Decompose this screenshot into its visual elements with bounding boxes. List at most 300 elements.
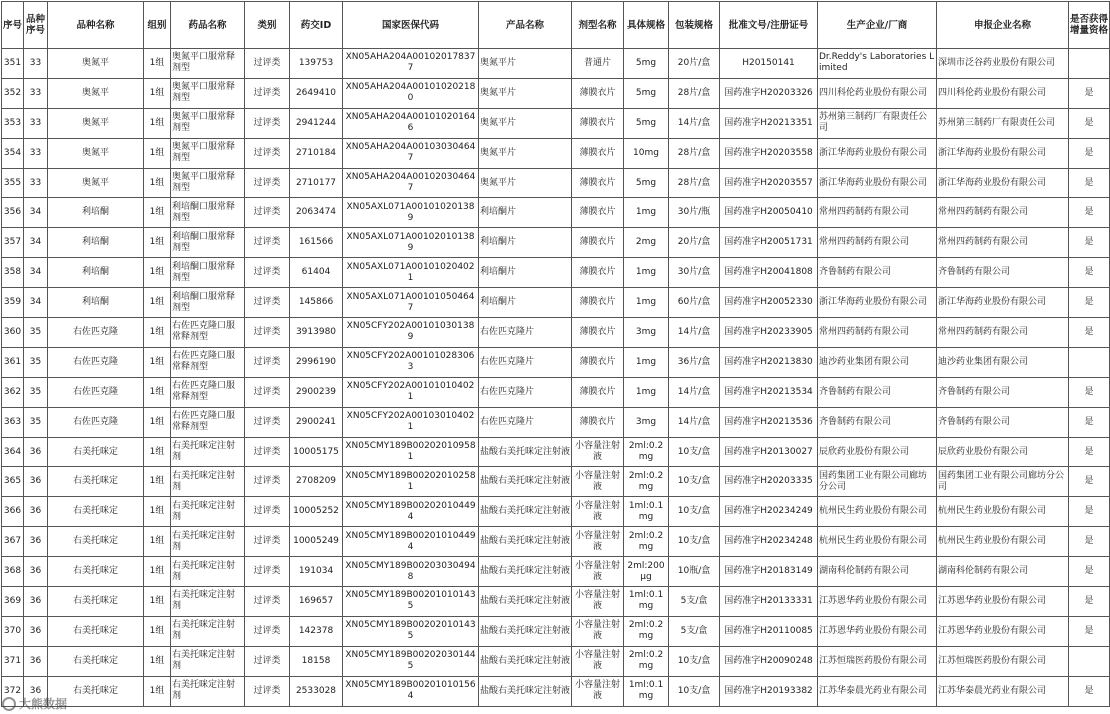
- col-increment-qualified-header: 是否获得增量资格: [1069, 2, 1110, 49]
- table-row: [2, 108, 1110, 138]
- col-insurance-code-cell: XN05AXL071A001010204021: [343, 258, 479, 288]
- col-category-cell: 过评类: [245, 437, 290, 467]
- col-applicant-cell: 杭州民生药业股份有限公司: [937, 497, 1069, 527]
- col-dosage-form-cell: 薄膜衣片: [572, 288, 624, 318]
- col-variety-seq-cell: 33: [24, 108, 48, 138]
- col-category-cell: 过评类: [245, 49, 290, 79]
- col-insurance-code-cell: XN05AXL071A001010504647: [343, 288, 479, 318]
- col-product-name-cell: 盐酸右美托咪定注射液: [479, 467, 572, 497]
- col-increment-qualified-cell: 是: [1069, 318, 1110, 348]
- col-group-header: 组别: [144, 2, 171, 49]
- col-manufacturer-header: 生产企业/厂商: [818, 2, 937, 49]
- col-approval-no-cell: 国药准字H20213830: [720, 347, 818, 377]
- col-spec-cell: 5mg: [624, 78, 669, 108]
- col-variety-name-cell: 奥氮平: [48, 49, 144, 79]
- col-manufacturer-cell: 常州四药制药有限公司: [818, 228, 937, 258]
- col-spec-cell: 1mg: [624, 288, 669, 318]
- col-variety-seq-cell: 35: [24, 407, 48, 437]
- col-dosage-form-cell: 薄膜衣片: [572, 347, 624, 377]
- col-dosage-form-cell: 小容量注射液: [572, 527, 624, 557]
- col-variety-name-cell: 利培酮: [48, 258, 144, 288]
- col-group-cell: 1组: [144, 616, 171, 646]
- col-approval-no-cell: 国药准字H20133331: [720, 587, 818, 617]
- col-drug-id-cell: 2533028: [290, 676, 343, 706]
- col-package-cell: 28片/盒: [669, 168, 720, 198]
- col-dosage-form-cell: 薄膜衣片: [572, 108, 624, 138]
- col-group-cell: 1组: [144, 228, 171, 258]
- col-variety-name-cell: 右美托咪定: [48, 497, 144, 527]
- col-insurance-code-cell: XN05AHA204A001030304647: [343, 138, 479, 168]
- col-dosage-form-cell: 薄膜衣片: [572, 377, 624, 407]
- col-seq-cell: 356: [2, 198, 24, 228]
- col-spec-cell: 2ml:0.2mg: [624, 467, 669, 497]
- col-seq-cell: 354: [2, 138, 24, 168]
- col-variety-seq-cell: 36: [24, 437, 48, 467]
- col-variety-seq-cell: 33: [24, 78, 48, 108]
- col-product-name-cell: 盐酸右美托咪定注射液: [479, 557, 572, 587]
- col-applicant-cell: 苏州第三制药厂有限责任公司: [937, 108, 1069, 138]
- col-drug-id-cell: 2708209: [290, 467, 343, 497]
- table-body: [2, 49, 1110, 707]
- col-category-cell: 过评类: [245, 557, 290, 587]
- col-seq-cell: 372: [2, 676, 24, 706]
- col-dosage-form-cell: 小容量注射液: [572, 557, 624, 587]
- table-row: [2, 616, 1110, 646]
- col-applicant-cell: 江苏恩华药业股份有限公司: [937, 616, 1069, 646]
- col-category-cell: 过评类: [245, 168, 290, 198]
- col-insurance-code-cell: XN05AHA204A001010201646: [343, 108, 479, 138]
- col-package-cell: 10支/盒: [669, 527, 720, 557]
- col-approval-no-cell: 国药准字H20213536: [720, 407, 818, 437]
- col-drug-name-cell: 利培酮口服常释剂型: [171, 228, 245, 258]
- col-drug-id-cell: 191034: [290, 557, 343, 587]
- table-row: [2, 407, 1110, 437]
- col-drug-id-cell: 2710184: [290, 138, 343, 168]
- col-spec-cell: 5mg: [624, 49, 669, 79]
- col-product-name-cell: 盐酸右美托咪定注射液: [479, 527, 572, 557]
- col-increment-qualified-cell: 是: [1069, 616, 1110, 646]
- col-manufacturer-cell: 常州四药制药有限公司: [818, 318, 937, 348]
- col-drug-id-cell: 2710177: [290, 168, 343, 198]
- col-insurance-code-cell: XN05AHA204A001020178377: [343, 49, 479, 79]
- table-row: [2, 198, 1110, 228]
- col-package-cell: 20片/盒: [669, 228, 720, 258]
- watermark: [2, 695, 67, 712]
- col-drug-name-cell: 右美托咪定注射剂: [171, 676, 245, 706]
- col-category-cell: 过评类: [245, 407, 290, 437]
- col-package-cell: 28片/盒: [669, 138, 720, 168]
- col-group-cell: 1组: [144, 557, 171, 587]
- col-increment-qualified-cell: 是: [1069, 228, 1110, 258]
- col-insurance-code-cell: XN05CMY189B002010101435: [343, 587, 479, 617]
- col-variety-name-cell: 右美托咪定: [48, 437, 144, 467]
- col-insurance-code-cell: XN05CMY189B002020104494: [343, 497, 479, 527]
- col-package-cell: 14片/盒: [669, 108, 720, 138]
- col-seq-cell: 370: [2, 616, 24, 646]
- col-applicant-cell: 常州四药制药有限公司: [937, 228, 1069, 258]
- col-manufacturer-cell: 苏州第三制药厂有限责任公司: [818, 108, 937, 138]
- col-category-cell: 过评类: [245, 258, 290, 288]
- col-approval-no-cell: 国药准字H20193382: [720, 676, 818, 706]
- col-package-cell: 14片/盒: [669, 377, 720, 407]
- col-dosage-form-cell: 薄膜衣片: [572, 138, 624, 168]
- table-row: [2, 467, 1110, 497]
- col-variety-name-cell: 右佐匹克隆: [48, 318, 144, 348]
- col-drug-name-cell: 奥氮平口服常释剂型: [171, 138, 245, 168]
- col-seq-cell: 362: [2, 377, 24, 407]
- col-variety-name-cell: 右美托咪定: [48, 587, 144, 617]
- col-increment-qualified-cell: 是: [1069, 527, 1110, 557]
- col-drug-name-cell: 右美托咪定注射剂: [171, 527, 245, 557]
- col-group-cell: 1组: [144, 347, 171, 377]
- col-approval-no-cell: 国药准字H20051731: [720, 228, 818, 258]
- col-category-cell: 过评类: [245, 497, 290, 527]
- col-seq-cell: 357: [2, 228, 24, 258]
- col-approval-no-cell: 国药准字H20203335: [720, 467, 818, 497]
- col-increment-qualified-cell: 是: [1069, 198, 1110, 228]
- col-spec-cell: 2mg: [624, 228, 669, 258]
- col-dosage-form-cell: 小容量注射液: [572, 646, 624, 676]
- col-drug-name-cell: 利培酮口服常释剂型: [171, 198, 245, 228]
- col-applicant-cell: 浙江华海药业股份有限公司: [937, 138, 1069, 168]
- col-dosage-form-cell: 薄膜衣片: [572, 78, 624, 108]
- col-spec-cell: 3mg: [624, 318, 669, 348]
- col-drug-id-cell: 61404: [290, 258, 343, 288]
- col-variety-name-cell: 右美托咪定: [48, 557, 144, 587]
- col-drug-id-cell: 139753: [290, 49, 343, 79]
- col-insurance-code-cell: XN05CFY202A001030104021: [343, 407, 479, 437]
- col-group-cell: 1组: [144, 49, 171, 79]
- col-group-cell: 1组: [144, 198, 171, 228]
- col-seq-cell: 360: [2, 318, 24, 348]
- col-variety-seq-cell: 36: [24, 527, 48, 557]
- col-seq-cell: 352: [2, 78, 24, 108]
- col-product-name-cell: 右佐匹克隆片: [479, 377, 572, 407]
- col-manufacturer-cell: 齐鲁制药有限公司: [818, 377, 937, 407]
- table-row: [2, 587, 1110, 617]
- col-applicant-cell: 江苏华泰晨光药业有限公司: [937, 676, 1069, 706]
- col-seq-cell: 353: [2, 108, 24, 138]
- col-drug-id-cell: 2649410: [290, 78, 343, 108]
- col-insurance-code-cell: XN05AXL071A001020101389: [343, 228, 479, 258]
- col-group-cell: 1组: [144, 258, 171, 288]
- col-group-cell: 1组: [144, 497, 171, 527]
- col-approval-no-cell: 国药准字H20234248: [720, 527, 818, 557]
- col-category-cell: 过评类: [245, 138, 290, 168]
- col-category-cell: 过评类: [245, 198, 290, 228]
- col-package-cell: 10支/盒: [669, 497, 720, 527]
- table-row: [2, 646, 1110, 676]
- col-category-cell: 过评类: [245, 108, 290, 138]
- col-category-cell: 过评类: [245, 676, 290, 706]
- col-insurance-code-cell: XN05AHA204A001010202180: [343, 78, 479, 108]
- col-insurance-code-cell: XN05CMY189B002020301445: [343, 646, 479, 676]
- col-seq-header: 序号: [2, 2, 24, 49]
- col-variety-seq-header: 品种序号: [24, 2, 48, 49]
- col-applicant-cell: 国药集团工业有限公司廊坊分公司: [937, 467, 1069, 497]
- table-row: [2, 168, 1110, 198]
- col-increment-qualified-cell: 是: [1069, 557, 1110, 587]
- col-dosage-form-cell: 薄膜衣片: [572, 318, 624, 348]
- col-variety-seq-cell: 36: [24, 587, 48, 617]
- col-manufacturer-cell: 浙江华海药业股份有限公司: [818, 288, 937, 318]
- col-variety-name-cell: 右美托咪定: [48, 527, 144, 557]
- col-applicant-cell: 齐鲁制药有限公司: [937, 377, 1069, 407]
- col-product-name-cell: 右佐匹克隆片: [479, 318, 572, 348]
- logo-icon: [2, 697, 16, 711]
- col-drug-id-cell: 3913980: [290, 318, 343, 348]
- col-applicant-cell: 四川科伦药业股份有限公司: [937, 78, 1069, 108]
- col-insurance-code-cell: XN05AXL071A001010201389: [343, 198, 479, 228]
- col-spec-cell: 2ml:0.2mg: [624, 646, 669, 676]
- col-seq-cell: 367: [2, 527, 24, 557]
- col-product-name-cell: 奥氮平片: [479, 49, 572, 79]
- col-spec-cell: 1mg: [624, 258, 669, 288]
- col-applicant-cell: 常州四药制药有限公司: [937, 198, 1069, 228]
- col-product-name-cell: 利培酮片: [479, 258, 572, 288]
- col-group-cell: 1组: [144, 168, 171, 198]
- col-increment-qualified-cell: 是: [1069, 288, 1110, 318]
- col-manufacturer-cell: 江苏恩华药业股份有限公司: [818, 587, 937, 617]
- col-increment-qualified-cell: 是: [1069, 407, 1110, 437]
- col-applicant-header: 申报企业名称: [937, 2, 1069, 49]
- col-approval-no-cell: 国药准字H20234249: [720, 497, 818, 527]
- col-variety-seq-cell: 34: [24, 288, 48, 318]
- col-dosage-form-cell: 小容量注射液: [572, 437, 624, 467]
- col-category-header: 类别: [245, 2, 290, 49]
- col-spec-cell: 10mg: [624, 138, 669, 168]
- col-dosage-form-cell: 小容量注射液: [572, 587, 624, 617]
- col-variety-name-cell: 利培酮: [48, 288, 144, 318]
- col-product-name-header: 产品名称: [479, 2, 572, 49]
- col-approval-no-cell: 国药准字H20233905: [720, 318, 818, 348]
- col-increment-qualified-cell: [1069, 646, 1110, 676]
- col-manufacturer-cell: 国药集团工业有限公司廊坊分公司: [818, 467, 937, 497]
- col-variety-seq-cell: 36: [24, 646, 48, 676]
- col-category-cell: 过评类: [245, 288, 290, 318]
- col-variety-seq-cell: 34: [24, 228, 48, 258]
- col-product-name-cell: 奥氮平片: [479, 168, 572, 198]
- col-product-name-cell: 盐酸右美托咪定注射液: [479, 587, 572, 617]
- col-variety-seq-cell: 35: [24, 318, 48, 348]
- col-category-cell: 过评类: [245, 616, 290, 646]
- table-row: [2, 676, 1110, 706]
- table-row: [2, 78, 1110, 108]
- col-seq-cell: 359: [2, 288, 24, 318]
- col-manufacturer-cell: 江苏恒瑞医药股份有限公司: [818, 646, 937, 676]
- col-drug-name-cell: 奥氮平口服常释剂型: [171, 78, 245, 108]
- col-product-name-cell: 利培酮片: [479, 228, 572, 258]
- col-approval-no-cell: 国药准字H20052330: [720, 288, 818, 318]
- col-spec-cell: 1ml:0.1mg: [624, 497, 669, 527]
- col-spec-cell: 2ml:200μg: [624, 557, 669, 587]
- col-drug-id-cell: 2900239: [290, 377, 343, 407]
- col-seq-cell: 364: [2, 437, 24, 467]
- col-increment-qualified-cell: 是: [1069, 437, 1110, 467]
- col-drug-name-cell: 右佐匹克隆口服常释剂型: [171, 377, 245, 407]
- col-drug-name-cell: 奥氮平口服常释剂型: [171, 168, 245, 198]
- col-applicant-cell: 迪沙药业集团有限公司: [937, 347, 1069, 377]
- col-variety-name-cell: 右美托咪定: [48, 676, 144, 706]
- col-applicant-cell: 浙江华海药业股份有限公司: [937, 288, 1069, 318]
- table-row: [2, 49, 1110, 79]
- col-drug-name-cell: 右佐匹克隆口服常释剂型: [171, 407, 245, 437]
- col-approval-no-cell: H20150141: [720, 49, 818, 79]
- col-variety-name-cell: 利培酮: [48, 228, 144, 258]
- col-category-cell: 过评类: [245, 78, 290, 108]
- col-drug-id-cell: 10005252: [290, 497, 343, 527]
- col-drug-name-header: 药品名称: [171, 2, 245, 49]
- col-product-name-cell: 右佐匹克隆片: [479, 407, 572, 437]
- col-manufacturer-cell: 齐鲁制药有限公司: [818, 407, 937, 437]
- col-insurance-code-cell: XN05AHA204A001020304647: [343, 168, 479, 198]
- col-insurance-code-header: 国家医保代码: [343, 2, 479, 49]
- table-row: [2, 138, 1110, 168]
- col-drug-name-cell: 右美托咪定注射剂: [171, 616, 245, 646]
- col-manufacturer-cell: 杭州民生药业股份有限公司: [818, 527, 937, 557]
- col-insurance-code-cell: XN05CMY189B002010104494: [343, 527, 479, 557]
- col-manufacturer-cell: 江苏华泰晨光药业有限公司: [818, 676, 937, 706]
- col-seq-cell: 363: [2, 407, 24, 437]
- col-package-cell: 10支/盒: [669, 437, 720, 467]
- col-applicant-cell: 齐鲁制药有限公司: [937, 258, 1069, 288]
- col-group-cell: 1组: [144, 138, 171, 168]
- col-variety-seq-cell: 36: [24, 497, 48, 527]
- col-group-cell: 1组: [144, 377, 171, 407]
- col-variety-seq-cell: 33: [24, 138, 48, 168]
- col-variety-seq-cell: 35: [24, 377, 48, 407]
- col-product-name-cell: 盐酸右美托咪定注射液: [479, 676, 572, 706]
- col-variety-seq-cell: 36: [24, 676, 48, 706]
- col-drug-id-cell: 18158: [290, 646, 343, 676]
- col-product-name-cell: 奥氮平片: [479, 78, 572, 108]
- col-insurance-code-cell: XN05CMY189B002010101564: [343, 676, 479, 706]
- col-package-cell: 14片/盒: [669, 318, 720, 348]
- table-row: [2, 288, 1110, 318]
- col-group-cell: 1组: [144, 527, 171, 557]
- col-product-name-cell: 盐酸右美托咪定注射液: [479, 616, 572, 646]
- col-spec-cell: 5mg: [624, 108, 669, 138]
- col-drug-id-cell: 10005175: [290, 437, 343, 467]
- col-drug-id-cell: 142378: [290, 616, 343, 646]
- col-manufacturer-cell: Dr.Reddy's Laboratories Limited: [818, 49, 937, 79]
- col-spec-cell: 1mg: [624, 347, 669, 377]
- col-approval-no-cell: 国药准字H20203558: [720, 138, 818, 168]
- col-product-name-cell: 奥氮平片: [479, 138, 572, 168]
- col-insurance-code-cell: XN05CFY202A001010283063: [343, 347, 479, 377]
- col-variety-name-cell: 右佐匹克隆: [48, 347, 144, 377]
- col-product-name-cell: 奥氮平片: [479, 108, 572, 138]
- col-group-cell: 1组: [144, 318, 171, 348]
- col-variety-name-cell: 右美托咪定: [48, 467, 144, 497]
- col-approval-no-cell: 国药准字H20130027: [720, 437, 818, 467]
- col-variety-seq-cell: 35: [24, 347, 48, 377]
- col-increment-qualified-cell: 是: [1069, 138, 1110, 168]
- col-dosage-form-cell: 小容量注射液: [572, 467, 624, 497]
- col-increment-qualified-cell: 是: [1069, 676, 1110, 706]
- col-package-cell: 60片/盒: [669, 288, 720, 318]
- col-group-cell: 1组: [144, 587, 171, 617]
- col-manufacturer-cell: 浙江华海药业股份有限公司: [818, 138, 937, 168]
- col-category-cell: 过评类: [245, 467, 290, 497]
- col-applicant-cell: 江苏恩华药业股份有限公司: [937, 587, 1069, 617]
- col-dosage-form-cell: 薄膜衣片: [572, 258, 624, 288]
- col-insurance-code-cell: XN05CFY202A001010104021: [343, 377, 479, 407]
- col-drug-name-cell: 奥氮平口服常释剂型: [171, 108, 245, 138]
- col-package-cell: 10支/盒: [669, 676, 720, 706]
- col-seq-cell: 366: [2, 497, 24, 527]
- table-row: [2, 437, 1110, 467]
- col-spec-cell: 2ml:0.2mg: [624, 616, 669, 646]
- col-increment-qualified-cell: 是: [1069, 587, 1110, 617]
- table-row: [2, 347, 1110, 377]
- col-applicant-cell: 辰欣药业股份有限公司: [937, 437, 1069, 467]
- col-drug-name-cell: 右美托咪定注射剂: [171, 437, 245, 467]
- col-insurance-code-cell: XN05CFY202A001010301389: [343, 318, 479, 348]
- col-category-cell: 过评类: [245, 228, 290, 258]
- col-variety-name-cell: 奥氮平: [48, 138, 144, 168]
- col-group-cell: 1组: [144, 108, 171, 138]
- col-drug-id-cell: 10005249: [290, 527, 343, 557]
- col-drug-id-cell: 145866: [290, 288, 343, 318]
- col-seq-cell: 369: [2, 587, 24, 617]
- col-increment-qualified-cell: 是: [1069, 377, 1110, 407]
- col-variety-name-cell: 右佐匹克隆: [48, 407, 144, 437]
- col-variety-seq-cell: 36: [24, 557, 48, 587]
- col-product-name-cell: 利培酮片: [479, 288, 572, 318]
- table-row: [2, 557, 1110, 587]
- col-seq-cell: 355: [2, 168, 24, 198]
- col-approval-no-cell: 国药准字H20203557: [720, 168, 818, 198]
- col-group-cell: 1组: [144, 646, 171, 676]
- col-drug-name-cell: 奥氮平口服常释剂型: [171, 49, 245, 79]
- header-row: [2, 2, 1110, 49]
- col-group-cell: 1组: [144, 78, 171, 108]
- col-approval-no-cell: 国药准字H20213351: [720, 108, 818, 138]
- col-drug-name-cell: 右美托咪定注射剂: [171, 497, 245, 527]
- col-product-name-cell: 盐酸右美托咪定注射液: [479, 437, 572, 467]
- col-seq-cell: 361: [2, 347, 24, 377]
- watermark-text: 大熊数据: [19, 697, 68, 711]
- col-manufacturer-cell: 迪沙药业集团有限公司: [818, 347, 937, 377]
- col-applicant-cell: 杭州民生药业股份有限公司: [937, 527, 1069, 557]
- col-dosage-form-cell: 小容量注射液: [572, 676, 624, 706]
- col-manufacturer-cell: 杭州民生药业股份有限公司: [818, 497, 937, 527]
- col-dosage-form-cell: 小容量注射液: [572, 616, 624, 646]
- col-spec-cell: 1mg: [624, 377, 669, 407]
- table-row: [2, 497, 1110, 527]
- col-seq-cell: 351: [2, 49, 24, 79]
- col-drug-name-cell: 右美托咪定注射剂: [171, 587, 245, 617]
- col-package-cell: 30片/瓶: [669, 198, 720, 228]
- col-dosage-form-cell: 薄膜衣片: [572, 228, 624, 258]
- col-category-cell: 过评类: [245, 646, 290, 676]
- col-seq-cell: 365: [2, 467, 24, 497]
- col-product-name-cell: 盐酸右美托咪定注射液: [479, 497, 572, 527]
- col-drug-id-header: 药交ID: [290, 2, 343, 49]
- col-increment-qualified-cell: [1069, 347, 1110, 377]
- col-variety-name-cell: 奥氮平: [48, 168, 144, 198]
- col-variety-name-cell: 奥氮平: [48, 108, 144, 138]
- col-variety-name-header: 品种名称: [48, 2, 144, 49]
- col-spec-cell: 1mg: [624, 198, 669, 228]
- col-increment-qualified-cell: 是: [1069, 497, 1110, 527]
- col-variety-seq-cell: 36: [24, 467, 48, 497]
- col-group-cell: 1组: [144, 437, 171, 467]
- col-package-cell: 28片/盒: [669, 78, 720, 108]
- col-variety-seq-cell: 33: [24, 49, 48, 79]
- col-approval-no-cell: 国药准字H20110085: [720, 616, 818, 646]
